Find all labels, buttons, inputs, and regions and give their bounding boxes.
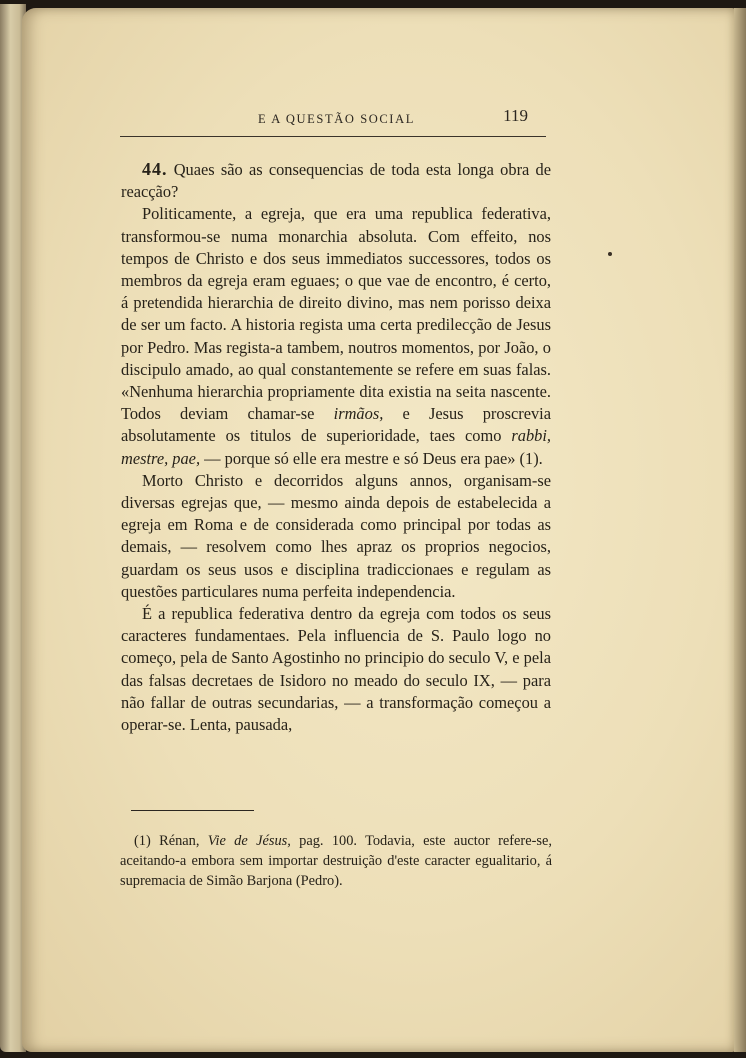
footnote-title: Vie de Jésus, <box>207 833 291 849</box>
paragraph-44 <box>121 158 551 203</box>
italic-term: rabbi, mestre, pae, <box>121 426 551 468</box>
paragraph: É a republica federativa dentro da egreja com todos os seus caracteres fundamentaes. Pela influencia de S. Paulo logo no começo, pela de Santo Agostinho no principio do seculo V, e pela das falsas decretaes de Isidoro no meado do seculo IX, — para não fallar de outras secundarias, — a transformação começou a operar-se. Lenta, pausada, <box>121 604 551 735</box>
body-text <box>121 158 551 736</box>
question-text: Quaes são as consequencias de toda esta longa obra de reacção? <box>121 160 551 202</box>
page-edge-right <box>734 8 746 1052</box>
footnote-text <box>120 831 552 891</box>
paragraph <box>121 203 551 469</box>
paragraph-text: e Jesus proscrevia absolutamente os titulos de superioridade, taes como <box>121 404 551 446</box>
paragraph-text: Politicamente, a egreja, que era uma republica federativa, transformou-se numa monarchia absoluta. Com effeito, nos tempos de Christo e dos seus immediatos successores, todos os membros da egreja eram eguaes; o que vae de encontro, é certo, á pretendida hierarchia de direito divino, mas nem porisso deixa de ser um facto. A historia regista uma certa predilecção de Jesus por Pedro. Mas regista-a tambem, noutros momentos, por João, o discipulo amado, ao qual constantemente se refere em suas falas. «Nenhuma hierarchia propriamente dita existia na seita nascente. Todos deviam chamar-se <box>121 204 551 424</box>
footnote <box>120 831 552 891</box>
footnote-rule <box>131 810 254 811</box>
ink-speck <box>608 252 612 256</box>
footnote-part: (1) Rénan, <box>134 833 208 849</box>
section-number: 44. <box>142 159 168 179</box>
page-number: 119 <box>503 106 528 125</box>
header-rule <box>120 136 546 137</box>
paragraph-text: — porque só elle era mestre e só Deus era pae» (1). <box>200 448 543 468</box>
running-head: E A QUESTÃO SOCIAL <box>258 112 415 126</box>
paragraph: Morto Christo e decorridos alguns annos, organisam-se diversas egrejas que, — mesmo ainda depois de estabelecida a egreja em Roma e de considerada como principal por todas as demais, — resolvem como lhes apraz os proprios negocios, guardam os seus usos e disciplina tradiccionaes e regulam as questões particulares numa perfeita independencia. <box>121 470 551 601</box>
page-header <box>98 102 528 132</box>
italic-term: irmãos, <box>333 404 384 424</box>
footnote-part: pag. 100. Todavia, este auctor refere-se, aceitando-a embora sem importar destruição d'este caracter egualitario, á supremacia de Simão Barjona (Pedro). <box>120 833 552 889</box>
